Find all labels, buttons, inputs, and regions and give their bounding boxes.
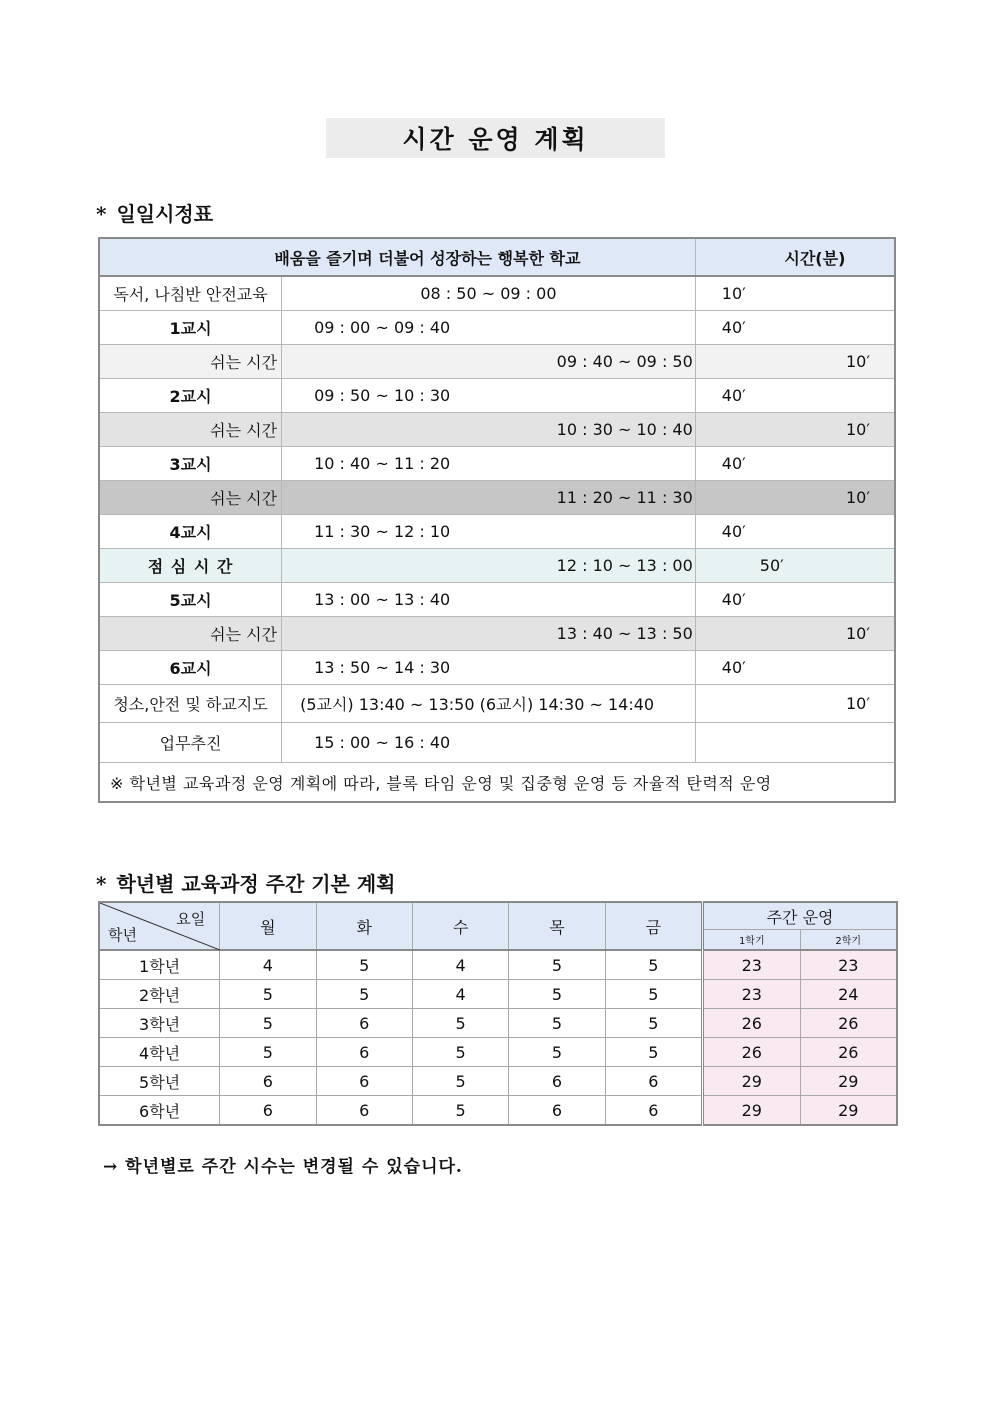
- daily-row-break: [99, 617, 895, 651]
- day-hours-cell: 5: [316, 980, 412, 1009]
- daily-row-break: [99, 481, 895, 515]
- daily-schedule-table: [98, 237, 896, 803]
- corner-grade-label: 학년: [108, 926, 137, 944]
- row-time-range: 09 : 40 ~ 09 : 50: [282, 345, 696, 379]
- semester2-total-cell: 26: [800, 1009, 897, 1038]
- row-label: 쉬는 시간: [99, 413, 282, 447]
- row-time-range: 12 : 10 ~ 13 : 00: [282, 549, 696, 583]
- row-minutes: 40′: [695, 515, 895, 549]
- day-hours-cell: 6: [605, 1096, 702, 1126]
- semester2-total-cell: 29: [800, 1067, 897, 1096]
- corner-day-label: 요일: [176, 910, 206, 928]
- day-header: 금: [605, 902, 702, 950]
- day-hours-cell: 6: [316, 1009, 412, 1038]
- day-header: 목: [509, 902, 605, 950]
- grade-cell: 2학년: [99, 980, 220, 1009]
- semester1-header: 1학기: [703, 930, 800, 951]
- day-hours-cell: 6: [605, 1067, 702, 1096]
- weekly-heading-text: 학년별 교육과정 주간 기본 계획: [116, 872, 396, 896]
- row-time-range: 13 : 00 ~ 13 : 40: [282, 583, 696, 617]
- row-label: 점 심 시 간: [99, 549, 282, 583]
- table-row: [99, 1009, 897, 1038]
- bullet-star: *: [96, 202, 107, 226]
- row-label: 4교시: [99, 515, 282, 549]
- row-time-range: 09 : 00 ~ 09 : 40: [282, 311, 696, 345]
- row-minutes: 40′: [695, 583, 895, 617]
- row-minutes: 10′: [695, 276, 895, 311]
- day-hours-cell: 5: [220, 980, 316, 1009]
- day-hours-cell: 4: [412, 980, 508, 1009]
- day-hours-cell: 5: [605, 1009, 702, 1038]
- row-time-range: 11 : 20 ~ 11 : 30: [282, 481, 696, 515]
- day-hours-cell: 4: [412, 950, 508, 980]
- grade-cell: 3학년: [99, 1009, 220, 1038]
- day-hours-cell: 6: [509, 1096, 605, 1126]
- day-header: 월: [220, 902, 316, 950]
- bullet-star: *: [96, 872, 107, 896]
- daily-row: [99, 447, 895, 481]
- row-label: 2교시: [99, 379, 282, 413]
- row-label: 독서, 나침반 안전교육: [99, 276, 282, 311]
- row-time-range: 13 : 50 ~ 14 : 30: [282, 651, 696, 685]
- row-minutes: 40′: [695, 311, 895, 345]
- day-hours-cell: 5: [509, 980, 605, 1009]
- row-minutes: 10′: [695, 685, 895, 723]
- semester1-total-cell: 23: [703, 980, 800, 1009]
- row-time-range: 08 : 50 ~ 09 : 00: [282, 276, 696, 311]
- day-hours-cell: 5: [509, 1009, 605, 1038]
- row-time-range: 10 : 40 ~ 11 : 20: [282, 447, 696, 481]
- daily-heading-text: 일일시정표: [116, 202, 214, 226]
- day-header: 화: [316, 902, 412, 950]
- row-minutes: 40′: [695, 447, 895, 481]
- daily-row: [99, 276, 895, 311]
- weekly-plan-heading: [96, 868, 395, 897]
- day-hours-cell: 6: [509, 1067, 605, 1096]
- table-row: [99, 1038, 897, 1067]
- day-hours-cell: 5: [509, 950, 605, 980]
- semester1-total-cell: 29: [703, 1096, 800, 1126]
- semester2-total-cell: 24: [800, 980, 897, 1009]
- semester2-total-cell: 26: [800, 1038, 897, 1067]
- table-row: [99, 1096, 897, 1126]
- semester1-total-cell: 23: [703, 950, 800, 980]
- day-hours-cell: 5: [412, 1009, 508, 1038]
- day-hours-cell: 6: [316, 1038, 412, 1067]
- daily-header-main: 배움을 즐기며 더불어 성장하는 행복한 학교: [99, 238, 695, 276]
- day-hours-cell: 5: [605, 1038, 702, 1067]
- row-minutes: 10′: [695, 481, 895, 515]
- row-minutes: 10′: [695, 345, 895, 379]
- day-hours-cell: 5: [509, 1038, 605, 1067]
- row-label: 1교시: [99, 311, 282, 345]
- semester2-header: 2학기: [800, 930, 897, 951]
- day-hours-cell: 5: [316, 950, 412, 980]
- day-hours-cell: 5: [412, 1038, 508, 1067]
- grade-cell: 6학년: [99, 1096, 220, 1126]
- row-label: 쉬는 시간: [99, 345, 282, 379]
- daily-note-row: [99, 763, 895, 803]
- row-minutes: [695, 723, 895, 763]
- row-time-range: 09 : 50 ~ 10 : 30: [282, 379, 696, 413]
- day-hours-cell: 5: [412, 1067, 508, 1096]
- page-title: 시간 운영 계획: [326, 118, 665, 158]
- row-time-range: 11 : 30 ~ 12 : 10: [282, 515, 696, 549]
- row-minutes: 40′: [695, 379, 895, 413]
- day-hours-cell: 5: [220, 1038, 316, 1067]
- daily-row-break: [99, 345, 895, 379]
- daily-row: [99, 311, 895, 345]
- weekly-plan-table: [98, 901, 898, 1126]
- row-time-range: (5교시) 13:40 ~ 13:50 (6교시) 14:30 ~ 14:40: [282, 685, 696, 723]
- row-label: 쉬는 시간: [99, 617, 282, 651]
- weekly-total-header: 주간 운영: [703, 902, 897, 930]
- row-time-range: 13 : 40 ~ 13 : 50: [282, 617, 696, 651]
- daily-schedule-heading: [96, 198, 213, 227]
- daily-note: ※ 학년별 교육과정 운영 계획에 따라, 블록 타임 운영 및 집중형 운영 등 자율적 탄력적 운영: [99, 763, 895, 803]
- row-label: 청소,안전 및 하교지도: [99, 685, 282, 723]
- table-row: [99, 1067, 897, 1096]
- row-label: 쉬는 시간: [99, 481, 282, 515]
- day-hours-cell: 6: [220, 1067, 316, 1096]
- day-hours-cell: 6: [220, 1096, 316, 1126]
- daily-row: [99, 379, 895, 413]
- daily-row: [99, 723, 895, 763]
- daily-row: [99, 515, 895, 549]
- semester2-total-cell: 29: [800, 1096, 897, 1126]
- footer-note: → 학년별로 주간 시수는 변경될 수 있습니다.: [103, 1157, 463, 1177]
- daily-row-break: [99, 413, 895, 447]
- day-hours-cell: 5: [605, 980, 702, 1009]
- daily-header-row: [99, 238, 895, 276]
- day-header: 수: [412, 902, 508, 950]
- row-label: 5교시: [99, 583, 282, 617]
- corner-cell: [99, 902, 220, 950]
- semester2-total-cell: 23: [800, 950, 897, 980]
- day-hours-cell: 4: [220, 950, 316, 980]
- row-label: 3교시: [99, 447, 282, 481]
- semester1-total-cell: 26: [703, 1038, 800, 1067]
- row-minutes: 40′: [695, 651, 895, 685]
- table-row: [99, 980, 897, 1009]
- day-hours-cell: 6: [316, 1096, 412, 1126]
- day-hours-cell: 5: [220, 1009, 316, 1038]
- daily-row: [99, 685, 895, 723]
- row-time-range: 10 : 30 ~ 10 : 40: [282, 413, 696, 447]
- grade-cell: 1학년: [99, 950, 220, 980]
- daily-header-time: 시간(분): [695, 238, 895, 276]
- semester1-total-cell: 26: [703, 1009, 800, 1038]
- row-minutes: 10′: [695, 617, 895, 651]
- weekly-header-row: [99, 902, 897, 930]
- row-label: 6교시: [99, 651, 282, 685]
- row-label: 업무추진: [99, 723, 282, 763]
- grade-cell: 4학년: [99, 1038, 220, 1067]
- daily-row: [99, 583, 895, 617]
- day-hours-cell: 5: [605, 950, 702, 980]
- daily-row-lunch: [99, 549, 895, 583]
- semester1-total-cell: 29: [703, 1067, 800, 1096]
- table-row: [99, 950, 897, 980]
- day-hours-cell: 6: [316, 1067, 412, 1096]
- daily-row: [99, 651, 895, 685]
- day-hours-cell: 5: [412, 1096, 508, 1126]
- grade-cell: 5학년: [99, 1067, 220, 1096]
- row-minutes: 10′: [695, 413, 895, 447]
- row-minutes: 50′: [695, 549, 895, 583]
- row-time-range: 15 : 00 ~ 16 : 40: [282, 723, 696, 763]
